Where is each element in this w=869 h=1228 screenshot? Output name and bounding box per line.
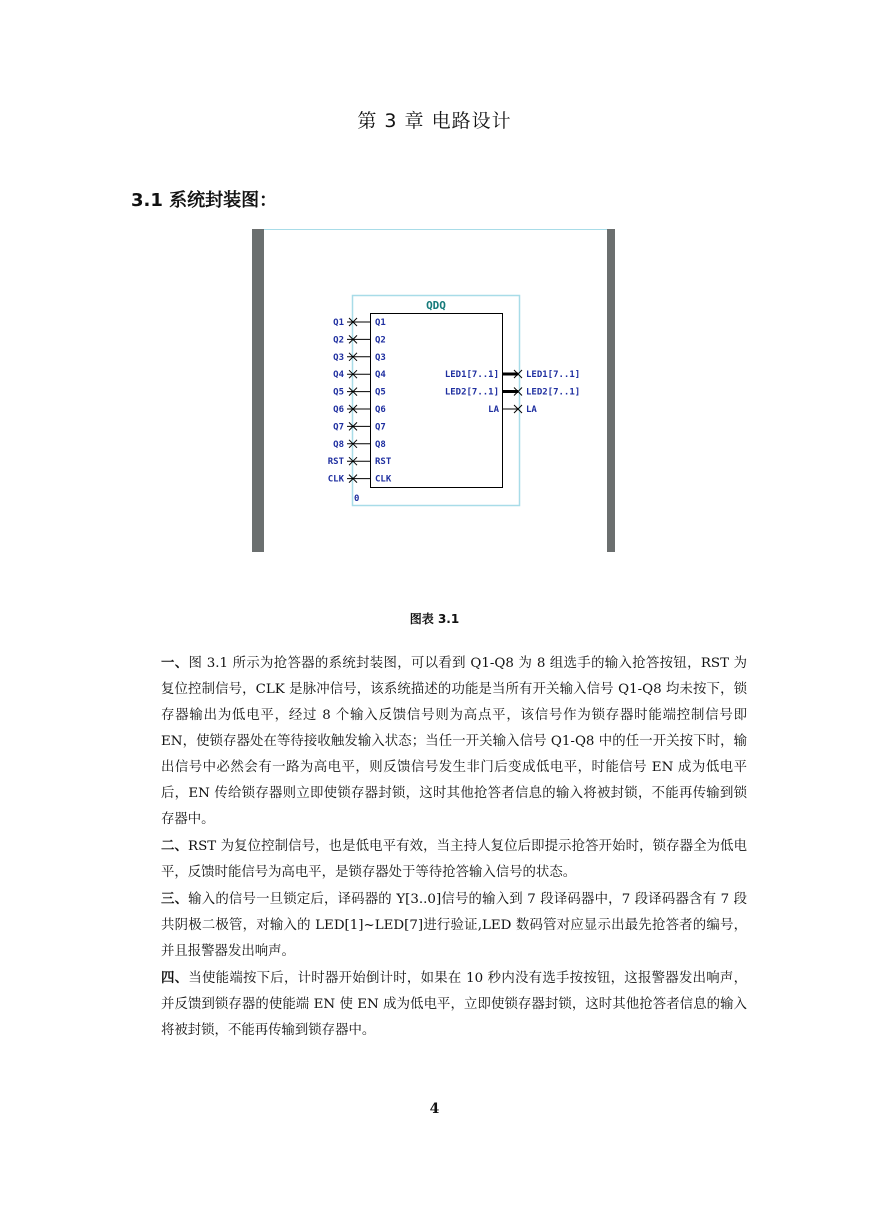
pin-label-internal: Q1	[375, 318, 386, 328]
pin-label-external: Q1	[333, 318, 344, 328]
paragraph-text: 当使能端按下后，计时器开始倒计时，如果在 10 秒内没有选手按按钮，这报警器发出响声，并反馈到锁存器的使能端 EN 使 EN 成为低电平，立即使锁存器封锁，这时其他抢答者信息的输入将被封锁，不能再传输到锁存器中。	[161, 971, 747, 1038]
body-text	[161, 650, 747, 1044]
page-number: 4	[429, 1101, 440, 1117]
paragraph-1	[161, 650, 747, 833]
pin-label-external: Q3	[333, 352, 344, 363]
left-side-bar	[252, 229, 264, 552]
pin-label-external: Q5	[333, 387, 344, 398]
chapter-title: 第 3 章 电路设计	[357, 110, 512, 132]
instance-number: 0	[354, 494, 360, 504]
pin-label-internal: LED1[7..1]	[444, 370, 499, 380]
pin-label-external: Q8	[333, 439, 344, 450]
pin-label-external: LA	[526, 405, 537, 415]
pin-label-external: RST	[327, 457, 344, 468]
paragraph-lead: 四、	[161, 970, 189, 986]
block-title: QDQ	[426, 299, 446, 312]
pin-label-external: LED1[7..1]	[526, 370, 581, 380]
paragraph-text: 图 3.1 所示为抢答器的系统封装图，可以看到 Q1-Q8 为 8 组选手的输入抢答按钮，RST 为复位控制信号，CLK 是脉冲信号，该系统描述的功能是当所有开关输入信号 Q1-Q8 均未按下，锁存器输出为低电平，经过 8 个输入反馈信号则为高点平，该信号作为锁存器时能端控制信号即 EN，使锁存器处在等待接收触发输入状态；当任一开关输入信号 Q1-Q8 中的任一开关按下时，输出信号中必然会有一路为高电平，则反馈信号发生非门后变成低电平，时能信号 EN 成为低电平后，EN 传给锁存器则立即使锁存器封锁，这时其他抢答者信息的输入将被封锁，不能再传输到锁存器中。	[161, 656, 747, 827]
pin-label-internal: Q8	[375, 439, 386, 450]
system-block-diagram	[252, 229, 615, 552]
input-pin-q6	[333, 405, 386, 415]
output-pin-1	[445, 370, 580, 380]
output-pin-2	[445, 388, 580, 398]
pin-label-internal: Q2	[375, 335, 386, 346]
input-pin-clk	[328, 475, 392, 485]
paragraph-lead: 一、	[161, 655, 189, 671]
paragraph-text: 输入的信号一旦锁定后，译码器的 Y[3..0]信号的输入到 7 段译码器中，7 段译码器含有 7 段共阴极二极管，对输入的 LED[1]~LED[7]进行验证,LED 数码管对应显示出最先抢答者的编号，并且报警器发出响声。	[161, 892, 748, 959]
pin-label-internal: Q5	[375, 387, 386, 398]
input-pin-rst	[328, 457, 392, 467]
pin-label-internal: Q4	[375, 370, 386, 381]
figure-caption: 图表 3.1	[409, 612, 460, 626]
pin-label-internal: Q7	[375, 422, 386, 433]
input-pin-q8	[333, 440, 386, 450]
pin-label-external: Q6	[333, 405, 344, 415]
paragraph-lead: 二、	[161, 838, 189, 854]
pin-label-external: Q4	[333, 370, 344, 381]
pin-label-external: Q7	[333, 422, 344, 433]
input-pin-q1	[333, 318, 386, 328]
input-pin-q3	[333, 353, 386, 363]
pin-label-internal: LA	[488, 405, 499, 415]
paragraph-4	[161, 965, 747, 1044]
paragraph-lead: 三、	[161, 891, 189, 907]
input-pin-q4	[333, 370, 386, 380]
pin-label-internal: Q3	[375, 352, 386, 363]
pin-label-external: Q2	[333, 335, 344, 346]
pin-label-internal: LED2[7..1]	[444, 387, 499, 398]
input-pin-q7	[333, 422, 386, 432]
pin-label-internal: RST	[375, 457, 392, 468]
pin-label-internal: Q6	[375, 405, 386, 415]
pin-label-external: CLK	[327, 474, 344, 485]
pin-label-internal: CLK	[375, 474, 392, 485]
input-pin-q5	[333, 388, 386, 398]
right-side-bar	[607, 229, 615, 552]
pin-label-external: LED2[7..1]	[526, 387, 581, 398]
output-pin-3	[488, 405, 537, 415]
section-title: 3.1 系统封装图：	[131, 190, 278, 211]
paragraph-3	[161, 886, 747, 965]
paragraph-2	[161, 833, 747, 886]
paragraph-text: RST 为复位控制信号，也是低电平有效，当主持人复位后即提示抢答开始时，锁存器全为低电平，反馈时能信号为高电平，是锁存器处于等待抢答输入信号的状态。	[161, 839, 748, 880]
input-pin-q2	[333, 335, 386, 345]
